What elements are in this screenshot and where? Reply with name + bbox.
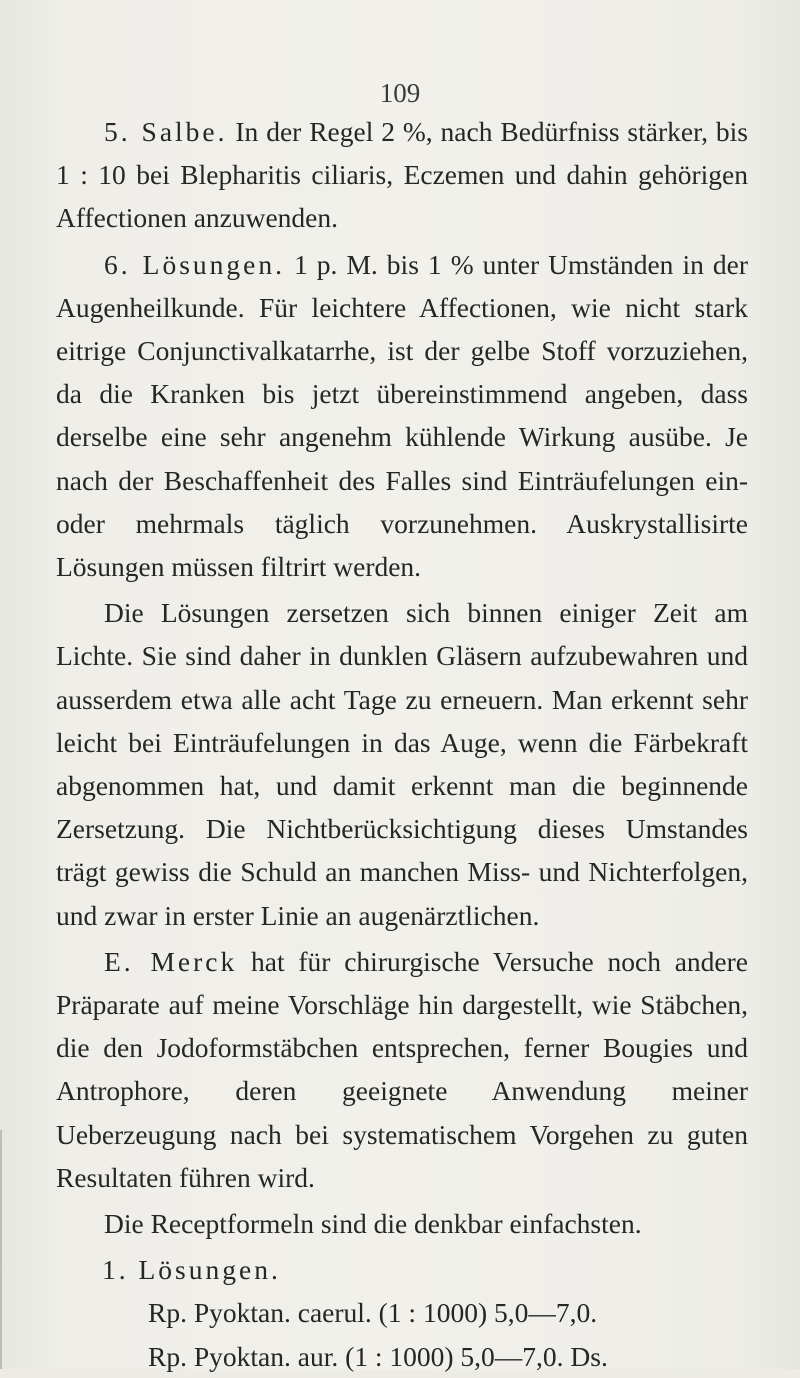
- section-heading-loesungen: 6. Lösungen.: [104, 248, 285, 280]
- name-merck: E. Merck: [104, 945, 238, 977]
- paragraph-receptformeln: Die Receptformeln sind die denkbar einfachsten.: [104, 1208, 642, 1240]
- page-edge-shadow: [0, 1130, 2, 1369]
- paragraph-loesungen: [56, 243, 748, 589]
- recipe-item-aur: Rp. Pyoktan. aur. (1 : 1000) 5,0—7,0. Ds.: [148, 1340, 608, 1372]
- page-number: 109: [379, 78, 421, 108]
- section-heading-salbe: 5. Salbe.: [104, 116, 228, 147]
- paragraph-merck-text: hat für chirurgische Versuche noch andere Präparate auf meine Vorschläge hin dargestellt, wie Stäbchen, die den Jodoformstäbchen entsprechen, ferner Bougies und Antrophore, deren geeignete Anwendung meiner Ueberzeugung nach bei systematischem Vorgehen zu guten Resultaten führen wird.: [56, 945, 748, 1193]
- paragraph-merck: [56, 940, 748, 1199]
- paragraph-salbe-text: In der Regel 2 %, nach Bedürfniss stärker, bis 1 : 10 bei Blepharitis ciliaris, Eczemen und dahin gehörigen Affectionen anzuwenden.: [56, 116, 748, 234]
- page-body: [56, 110, 748, 1378]
- paragraph-salbe: [56, 110, 748, 240]
- recipe-heading: 1. Lösungen.: [102, 1254, 281, 1286]
- paragraph-zersetzung: Die Lösungen zersetzen sich binnen einiger Zeit am Lichte. Sie sind daher in dunklen Gläsern aufzubewahren und ausserdem etwa alle acht Tage zu erneuern. Man erkennt sehr leicht bei Einträufelungen in das Auge, wenn die Färbekraft abgenommen hat, und damit erkennt man die beginnende Zersetzung. Die Nichtberücksichtigung dieses Umstandes trägt gewiss die Schuld an manchen Miss- und Nichterfolgen, und zwar in erster Linie an augenärztlichen.: [56, 597, 748, 931]
- paragraph-loesungen-text: 1 p. M. bis 1 % unter Umständen in der Augenheilkunde. Für leichtere Affectionen, wie nicht stark eitrige Conjunctivalkatarrhe, ist der gelbe Stoff vorzuziehen, da die Kranken bis jetzt übereinstimmend angeben, dass derselbe eine sehr angenehm kühlende Wirkung ausübe. Je nach der Beschaffenheit des Falles sind Einträufelungen ein- oder mehrmals täglich vorzunehmen. Auskrystallisirte Lösungen müssen filtrirt werden.: [56, 248, 748, 583]
- recipe-item-caerul: Rp. Pyoktan. caerul. (1 : 1000) 5,0—7,0.: [148, 1297, 598, 1329]
